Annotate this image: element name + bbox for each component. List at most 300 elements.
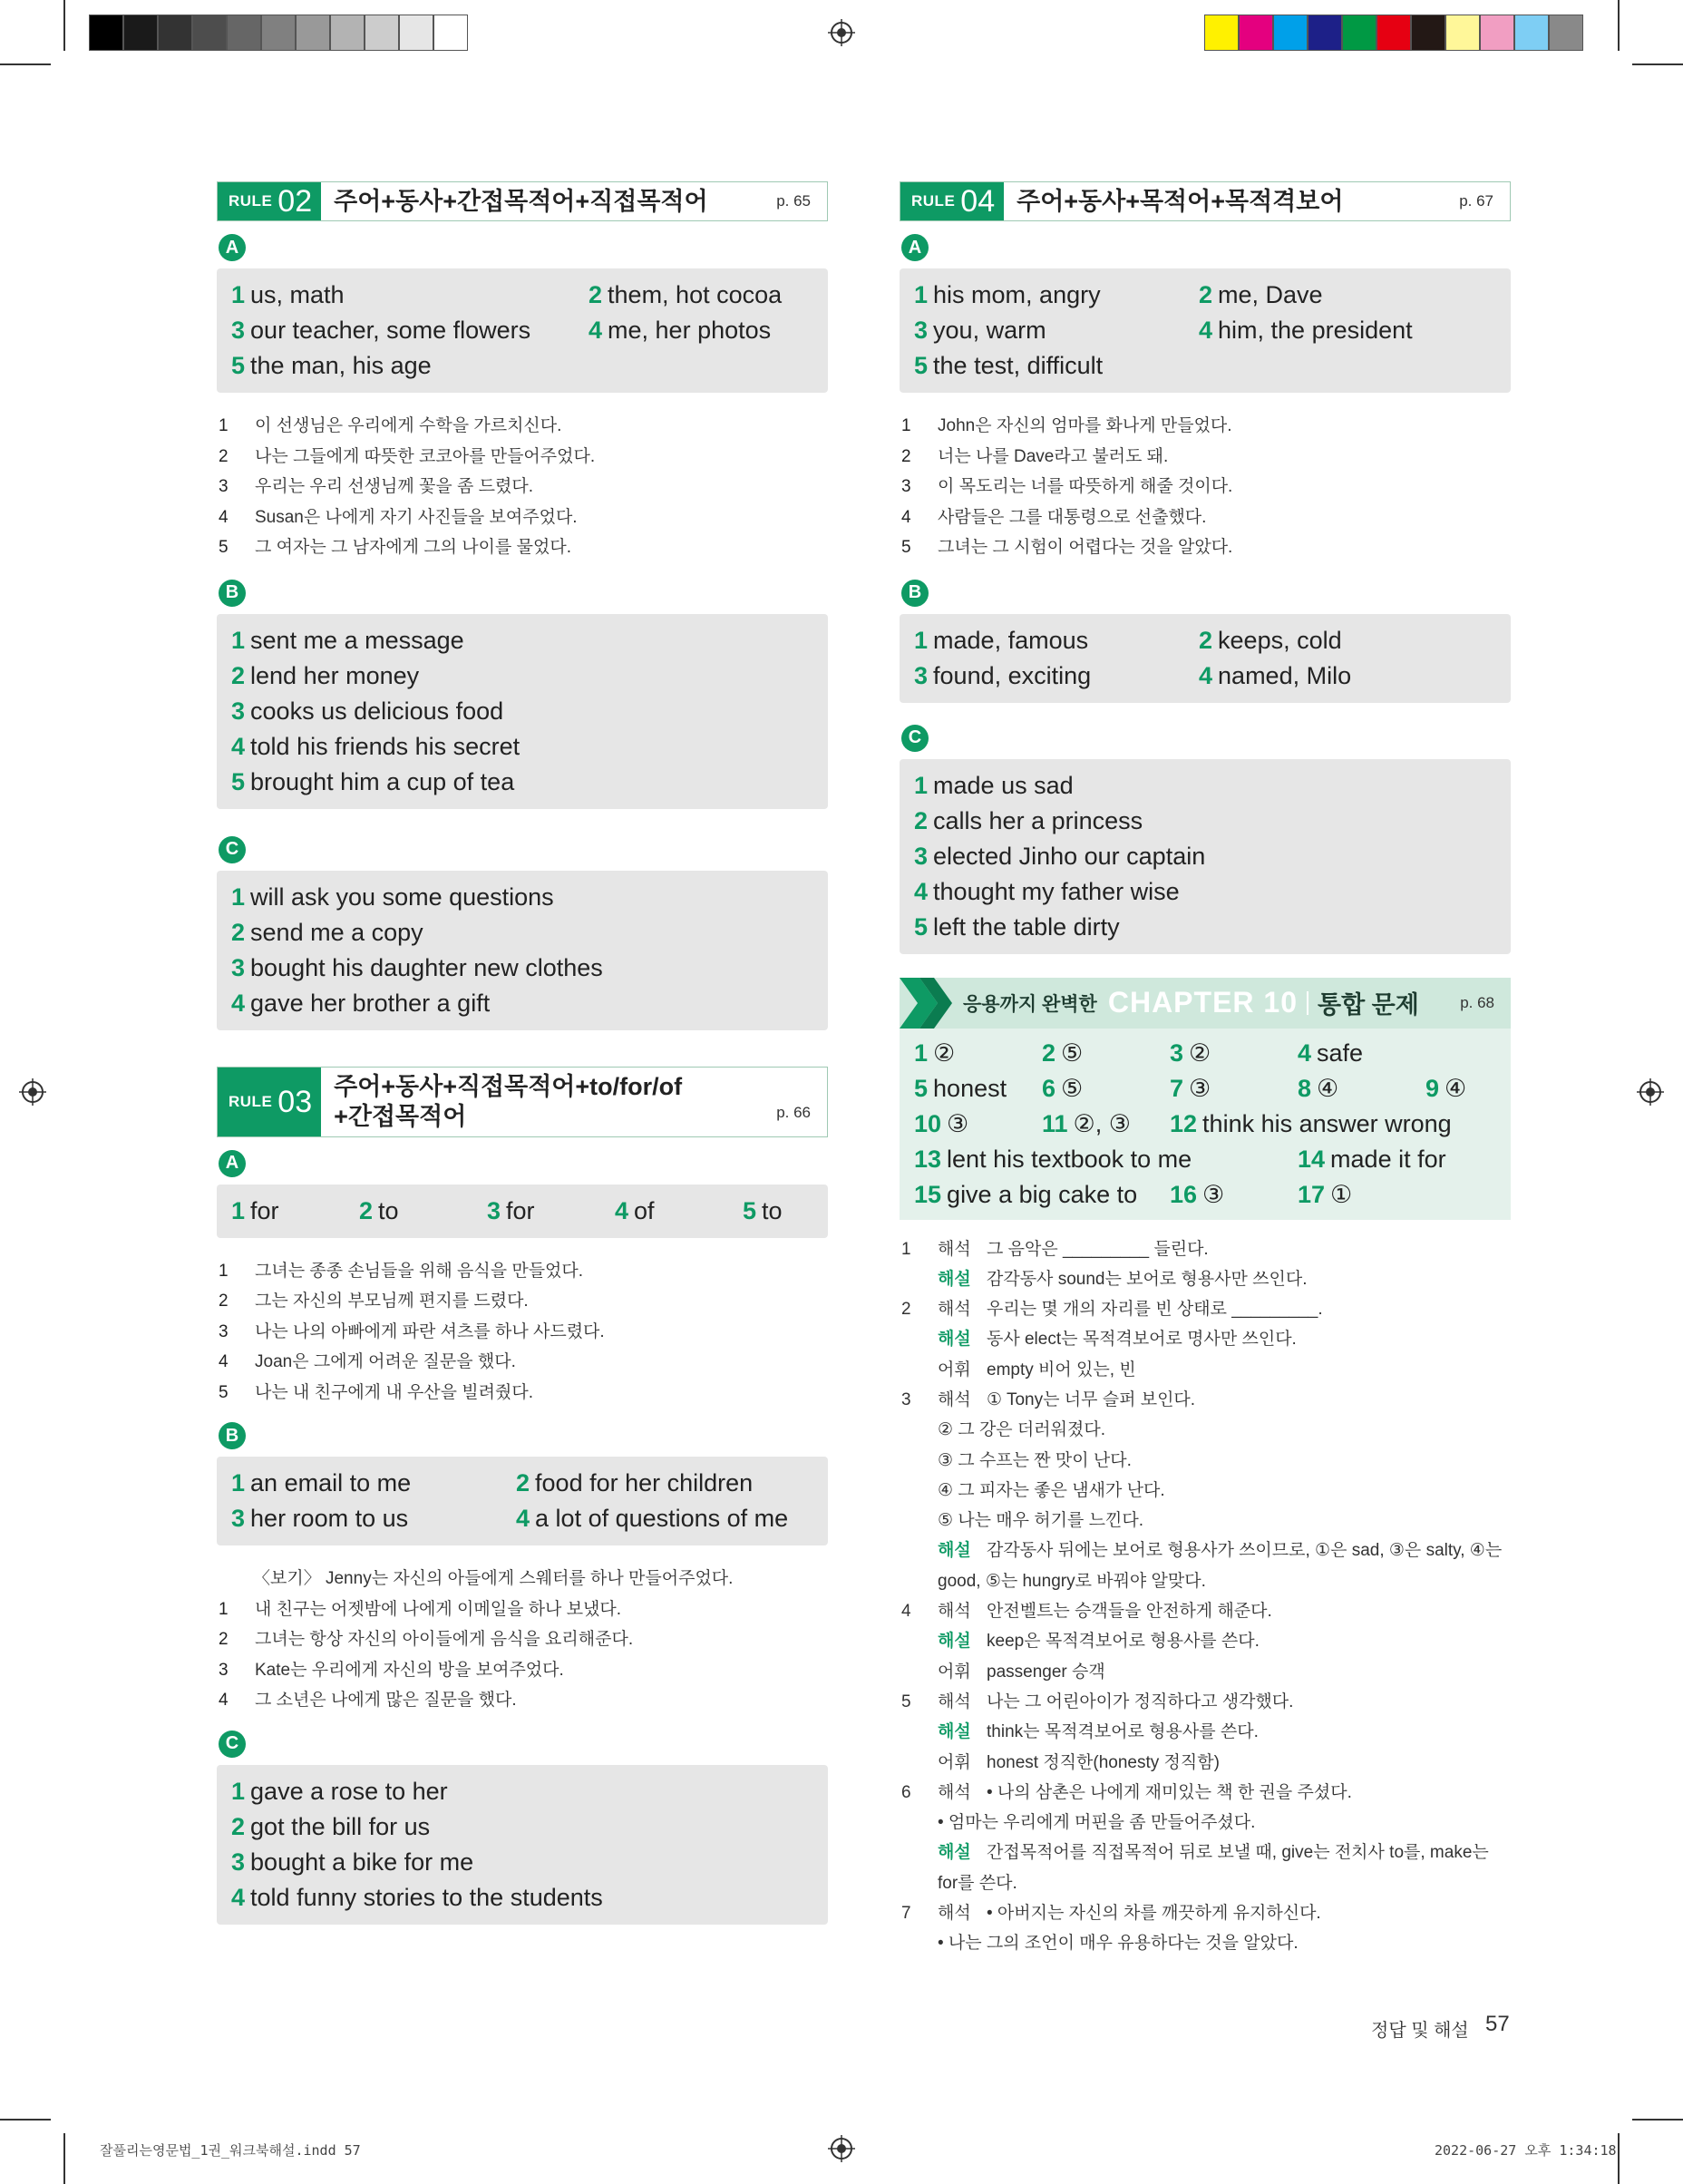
registration-mark-icon (828, 2135, 855, 2162)
answer-item (914, 1142, 1298, 1177)
answer-text: ⑤ (1061, 1074, 1084, 1102)
answer-item (914, 874, 1511, 910)
answer-item (1199, 313, 1413, 348)
rule-02-c-answers (217, 871, 828, 1030)
chapter-banner (900, 978, 1511, 1029)
rule-03-c-answers (217, 1765, 828, 1925)
answer-item (914, 768, 1511, 804)
answer-text: to (378, 1196, 399, 1224)
answer-text: ② (933, 1038, 956, 1067)
answer-item (1170, 1107, 1452, 1142)
translation-line (217, 1286, 828, 1317)
answer-number: 5 (914, 912, 929, 941)
explanation-line (900, 1476, 1511, 1506)
answer-text: will ask you some questions (250, 882, 554, 911)
answer-number: 11 (1042, 1109, 1068, 1137)
explanation-line (900, 1536, 1511, 1565)
explanation-line (900, 1657, 1511, 1687)
answer-number: 2 (1199, 626, 1213, 654)
translation-number: 5 (219, 538, 229, 557)
rule-word: RULE (911, 192, 956, 210)
explanation-number (900, 1506, 938, 1536)
answer-text: send me a copy (250, 918, 423, 946)
explanation-label: 해설 (938, 1632, 971, 1652)
rule-04-header (900, 181, 1511, 221)
answer-item (231, 986, 828, 1021)
color-swatch (1239, 15, 1273, 51)
answer-item (1425, 1071, 1466, 1107)
color-swatch (123, 15, 158, 51)
answer-text: cooks us delicious food (250, 697, 504, 725)
explanation-line (900, 1234, 1511, 1264)
explanation-number (900, 1536, 938, 1565)
explanation-number: 3 (901, 1389, 911, 1409)
rule-02-a-translations (217, 411, 828, 563)
answer-text: an email to me (250, 1469, 412, 1497)
explanation-line (900, 1748, 1511, 1778)
color-swatch (227, 15, 261, 51)
rule-02-a-answers (217, 268, 828, 393)
explanation-line (900, 1324, 1511, 1354)
registration-mark-icon (19, 1078, 46, 1106)
answer-item (231, 278, 589, 313)
answer-text: you, warm (933, 317, 1046, 344)
answer-number: 3 (231, 1505, 246, 1532)
answer-item (1042, 1036, 1170, 1071)
translation-text: 우리는 우리 선생님께 꽃을 좀 드렸다. (255, 477, 533, 496)
explanation-text: passenger 승객 (987, 1662, 1105, 1682)
answer-item (914, 348, 1103, 384)
explanation-line (900, 1385, 1511, 1415)
answer-number: 2 (359, 1196, 374, 1224)
chapter-page-ref: p. 68 (1460, 993, 1494, 1011)
translation-number: 1 (901, 416, 911, 435)
rule-02-header (217, 181, 828, 221)
color-swatch (433, 15, 468, 51)
answer-item (1170, 1071, 1298, 1107)
chapter-explanations (900, 1234, 1511, 1959)
answer-item (1170, 1177, 1298, 1213)
answer-number: 1 (914, 771, 929, 799)
explanation-text: ② 그 강은 더러워졌다. (938, 1420, 1105, 1440)
explanation-line (900, 1898, 1511, 1928)
translation-text: 내 친구는 어젯밤에 나에게 이메일을 하나 보냈다. (255, 1599, 622, 1619)
footer-label: 정답 및 해설 (1371, 2021, 1469, 2041)
explanation-number (900, 1476, 938, 1506)
translation-number: 3 (219, 1660, 229, 1680)
section-b-badge: B (219, 1422, 246, 1449)
answer-text: the test, difficult (933, 352, 1104, 379)
explanation-number (900, 1748, 938, 1778)
rule-tag (218, 1068, 321, 1136)
explanation-label: 해석 (938, 1904, 971, 1924)
translation-line (217, 411, 828, 442)
crop-mark (0, 2119, 51, 2121)
answer-number: 15 (914, 1180, 942, 1208)
explanation-label: 해석 (938, 1602, 971, 1622)
section-b-badge: B (901, 580, 929, 607)
answer-number: 1 (231, 1196, 246, 1224)
answer-number: 1 (914, 1038, 929, 1067)
answer-text: her room to us (250, 1505, 409, 1532)
rule-02-b-answers (217, 614, 828, 809)
section-b-badge: B (219, 580, 246, 607)
explanation-number: 4 (901, 1602, 911, 1622)
explanation-number: 2 (901, 1300, 911, 1320)
explanation-number (900, 1928, 938, 1958)
explanation-number (900, 1868, 938, 1898)
answer-number: 1 (231, 281, 246, 308)
answer-text: his mom, angry (933, 281, 1101, 308)
rule-page-ref: p. 65 (776, 192, 811, 210)
answer-text: ② (1189, 1038, 1211, 1067)
answer-number: 14 (1298, 1145, 1326, 1173)
translation-number: 3 (219, 477, 229, 496)
translation-text: 이 목도리는 너를 따뜻하게 해줄 것이다. (938, 477, 1233, 496)
answer-text: for (250, 1196, 279, 1224)
answer-text: made, famous (933, 626, 1089, 654)
answer-number: 1 (231, 882, 246, 911)
rule-title: 주어+동사+간접목적어+직접목적어 (334, 187, 708, 215)
answer-number: 4 (231, 732, 246, 760)
rule-04-a-translations (900, 411, 1511, 563)
answer-text: think his answer wrong (1202, 1109, 1452, 1137)
translation-line (900, 442, 1511, 473)
answer-item (231, 1194, 359, 1229)
explanation-number (900, 1446, 938, 1476)
answer-text: us, math (250, 281, 345, 308)
answer-number: 5 (914, 352, 929, 379)
answer-item (914, 1107, 1042, 1142)
answer-text: for (506, 1196, 535, 1224)
answer-text: sent me a message (250, 626, 464, 654)
explanation-line (900, 1626, 1511, 1656)
answer-text: bought a bike for me (250, 1848, 474, 1876)
explanation-text: ③ 그 수프는 짠 맛이 난다. (938, 1450, 1132, 1470)
answer-number: 4 (1298, 1038, 1312, 1067)
color-swatch (89, 15, 123, 51)
chapter-prefix: 응용까지 완벽한 (963, 993, 1097, 1015)
explanation-label: 해석 (938, 1300, 971, 1320)
registration-mark-icon (1637, 1078, 1664, 1106)
answer-number: 4 (231, 1883, 246, 1911)
answer-item (231, 694, 828, 729)
answer-item (914, 623, 1199, 658)
answer-text: keeps, cold (1218, 626, 1342, 654)
answer-text: honest (933, 1074, 1007, 1102)
crop-mark (63, 2133, 65, 2184)
answer-item (589, 313, 771, 348)
answer-item (359, 1194, 487, 1229)
slug-file-info: 잘풀리는영문법_1권_워크북해설.indd 57 (100, 2142, 361, 2159)
explanation-line (900, 1868, 1511, 1898)
rule-title: 주어+동사+목적어+목적격보어 (1017, 187, 1344, 215)
explanation-label: 해설 (938, 1722, 971, 1742)
explanation-text: ⑤ 나는 매우 허기를 느낀다. (938, 1511, 1143, 1531)
answer-number: 4 (589, 317, 603, 344)
section-c-badge: C (901, 725, 929, 752)
answer-number: 10 (914, 1109, 942, 1137)
rule-tag (900, 182, 1004, 220)
color-swatch (1342, 15, 1377, 51)
explanation-text: • 엄마는 우리에게 머핀을 좀 만들어주셨다. (938, 1813, 1256, 1833)
explanation-label: 어휘 (938, 1662, 971, 1682)
explanation-text: 동사 elect는 목적격보어로 명사만 쓰인다. (987, 1330, 1297, 1350)
color-swatch (1480, 15, 1514, 51)
chapter-answers (900, 1029, 1511, 1220)
answer-item (914, 910, 1511, 945)
explanation-line (900, 1596, 1511, 1626)
rule-03-a-answers (217, 1185, 828, 1238)
grayscale-color-bar (89, 15, 468, 51)
answer-number: 4 (1199, 661, 1213, 689)
explanation-label: 해설 (938, 1541, 971, 1561)
answer-item (1298, 1142, 1446, 1177)
answer-text: them, hot cocoa (608, 281, 783, 308)
translation-text: 사람들은 그를 대통령으로 선출했다. (938, 507, 1207, 527)
translation-line (217, 1685, 828, 1716)
translation-line (900, 411, 1511, 442)
explanation-text: • 나의 삼촌은 나에게 재미있는 책 한 권을 주셨다. (987, 1782, 1352, 1802)
answer-text: told his friends his secret (250, 732, 520, 760)
answer-number: 13 (914, 1145, 942, 1173)
chapter-divider (1307, 991, 1308, 1015)
translation-number: 4 (219, 507, 229, 527)
answer-text: a lot of questions of me (535, 1505, 789, 1532)
answer-item (914, 839, 1511, 874)
answer-text: lend her money (250, 661, 420, 689)
explanation-line (900, 1687, 1511, 1717)
translation-line (217, 1655, 828, 1686)
answer-number: 4 (1199, 317, 1213, 344)
answer-number: 17 (1298, 1180, 1326, 1208)
explanation-line (900, 1808, 1511, 1838)
color-swatch (192, 15, 227, 51)
answer-number: 3 (231, 1848, 246, 1876)
answer-text: safe (1317, 1038, 1364, 1067)
explanation-text: good, ⑤는 hungry로 바꿔야 알맞다. (938, 1571, 1206, 1591)
answer-item (1042, 1071, 1170, 1107)
answer-text: thought my father wise (933, 877, 1180, 905)
translation-text: 나는 내 친구에게 내 우산을 빌려줬다. (255, 1382, 533, 1402)
answer-number: 4 (231, 989, 246, 1017)
section-c-badge: C (219, 836, 246, 863)
answer-number: 5 (231, 767, 246, 795)
answer-number: 2 (231, 918, 246, 946)
explanation-text: • 아버지는 자신의 차를 깨끗하게 유지하신다. (987, 1904, 1321, 1924)
answer-number: 2 (231, 661, 246, 689)
answer-item (516, 1466, 753, 1501)
rule-number: 04 (960, 184, 996, 219)
answer-text: ④ (1317, 1074, 1339, 1102)
explanation-label: 해석 (938, 1782, 971, 1802)
explanation-number: 1 (901, 1239, 911, 1259)
explanation-number: 5 (901, 1692, 911, 1711)
explanation-number: 6 (901, 1782, 911, 1802)
answer-text: named, Milo (1218, 661, 1352, 689)
crop-mark (1618, 2133, 1620, 2184)
translation-text: Susan은 나에게 자기 사진들을 보여주었다. (255, 507, 578, 527)
right-column (900, 181, 1511, 1959)
answer-text: ④ (1445, 1074, 1467, 1102)
explanation-text: 감각동사 뒤에는 보어로 형용사가 쓰이므로, ①은 sad, ③은 salty, ④는 (987, 1541, 1503, 1561)
explanation-number (900, 1264, 938, 1294)
explanation-text: 간접목적어를 직접목적어 뒤로 보낼 때, give는 전치사 to를, make는 (987, 1843, 1489, 1863)
translation-line (217, 502, 828, 533)
explanation-text: think는 목적격보어로 형용사를 쓴다. (987, 1722, 1259, 1742)
answer-number: 7 (1170, 1074, 1184, 1102)
slug-datetime: 2022-06-27 오후 1:34:18 (1435, 2142, 1617, 2159)
answer-text: the man, his age (250, 352, 432, 379)
answer-item (231, 1466, 516, 1501)
answer-text: elected Jinho our captain (933, 842, 1206, 870)
answer-item (1298, 1177, 1352, 1213)
answer-number: 9 (1425, 1074, 1440, 1102)
translation-number: 2 (901, 446, 911, 466)
answer-item (231, 1501, 516, 1536)
answer-item (1199, 278, 1323, 313)
answer-number: 2 (231, 1812, 246, 1840)
process-color-bar (1204, 15, 1583, 51)
rule-04-a-answers (900, 268, 1511, 393)
answer-text: ③ (1202, 1180, 1225, 1208)
answer-item (231, 951, 828, 986)
explanation-number (900, 1717, 938, 1747)
explanation-line (900, 1355, 1511, 1385)
translation-line (217, 532, 828, 563)
explanation-number (900, 1355, 938, 1385)
translation-text: 그 소년은 나에게 많은 질문을 했다. (255, 1691, 517, 1710)
answer-item (589, 278, 782, 313)
answer-text: him, the president (1218, 317, 1413, 344)
translation-number: 3 (901, 477, 911, 496)
answer-item (1199, 658, 1351, 694)
explanation-text: • 나는 그의 조언이 매우 유용하다는 것을 알았다. (938, 1934, 1299, 1954)
answer-number: 2 (914, 806, 929, 834)
answer-number: 2 (1042, 1038, 1056, 1067)
explanation-line (900, 1506, 1511, 1536)
answer-text: brought him a cup of tea (250, 767, 515, 795)
answer-item (615, 1194, 743, 1229)
translation-text: 그녀는 항상 자신의 아이들에게 음식을 요리해준다. (255, 1630, 634, 1649)
answer-item (231, 313, 589, 348)
rule-page-ref: p. 66 (776, 1103, 811, 1121)
explanation-text: honest 정직한(honesty 정직함) (987, 1752, 1220, 1772)
section-a-badge: A (901, 234, 929, 261)
answer-item (516, 1501, 788, 1536)
answer-item (1298, 1036, 1363, 1071)
rule-03-header (217, 1067, 828, 1137)
explanation-label: 해설 (938, 1330, 971, 1350)
answer-number: 8 (1298, 1074, 1312, 1102)
explanation-line (900, 1446, 1511, 1476)
explanation-number (900, 1657, 938, 1687)
answer-number: 2 (516, 1469, 530, 1497)
answer-item (231, 658, 828, 694)
translation-number: 3 (219, 1321, 229, 1341)
answer-item (231, 880, 828, 915)
explanation-label: 해설 (938, 1269, 971, 1289)
answer-item (914, 1177, 1170, 1213)
answer-number: 3 (914, 661, 929, 689)
answer-item (231, 765, 828, 800)
answer-number: 1 (231, 1777, 246, 1805)
translation-text: 그녀는 종종 손님들을 위해 음식을 만들었다. (255, 1261, 584, 1281)
answer-text: made it for (1330, 1145, 1446, 1173)
answer-text: to (762, 1196, 783, 1224)
answer-number: 2 (589, 281, 603, 308)
section-c-badge: C (219, 1731, 246, 1758)
color-swatch (365, 15, 399, 51)
answer-number: 5 (743, 1196, 757, 1224)
color-swatch (1514, 15, 1549, 51)
rule-03-b-answers (217, 1457, 828, 1545)
rule-number: 03 (277, 1084, 313, 1119)
answer-number: 3 (231, 317, 246, 344)
explanation-label: 어휘 (938, 1752, 971, 1772)
color-swatch (399, 15, 433, 51)
section-a-badge: A (219, 1150, 246, 1177)
color-swatch (1308, 15, 1342, 51)
answer-text: ③ (947, 1109, 969, 1137)
answer-text: ① (1330, 1180, 1353, 1208)
rule-title (334, 1072, 776, 1131)
translation-number: 5 (219, 1382, 229, 1402)
answer-item (231, 623, 828, 658)
answer-item (914, 658, 1199, 694)
rule-word: RULE (229, 192, 273, 210)
crop-mark (63, 0, 65, 51)
chevron-right-icon (900, 978, 954, 1029)
answer-item (231, 1809, 828, 1845)
answer-number: 5 (231, 352, 246, 379)
answer-number: 3 (1170, 1038, 1184, 1067)
translation-text: Kate는 우리에게 자신의 방을 보여주었다. (255, 1660, 564, 1680)
answer-item (914, 804, 1511, 839)
answer-text: me, her photos (608, 317, 772, 344)
answer-number: 4 (516, 1505, 530, 1532)
color-swatch (1549, 15, 1583, 51)
translation-number: 2 (219, 446, 229, 466)
explanation-number (900, 1566, 938, 1596)
answer-item (914, 278, 1199, 313)
answer-number: 4 (615, 1196, 629, 1224)
answer-number: 12 (1170, 1109, 1198, 1137)
answer-text: lent his textbook to me (947, 1145, 1192, 1173)
answer-item (914, 313, 1199, 348)
rule-word: RULE (229, 1092, 273, 1110)
explanation-text: 감각동사 sound는 보어로 형용사만 쓰인다. (987, 1269, 1308, 1289)
explanation-number: 7 (901, 1904, 911, 1924)
rule-tag (218, 182, 321, 220)
answer-number: 1 (231, 626, 246, 654)
rule-page-ref: p. 67 (1459, 192, 1493, 210)
explanation-label: 해설 (938, 1843, 971, 1863)
color-swatch (1411, 15, 1445, 51)
explanation-label: 해석 (938, 1692, 971, 1711)
translation-text: 그 여자는 그 남자에게 그의 나이를 물었다. (255, 538, 571, 557)
translation-number: 5 (901, 538, 911, 557)
answer-text: calls her a princess (933, 806, 1143, 834)
translation-line (217, 1347, 828, 1378)
explanation-text: ④ 그 피자는 좋은 냄새가 난다. (938, 1480, 1165, 1500)
answer-text: give a big cake to (947, 1180, 1138, 1208)
answer-text: me, Dave (1218, 281, 1323, 308)
rule-04-b-answers (900, 614, 1511, 703)
answer-number: 3 (231, 953, 246, 981)
translation-line (900, 532, 1511, 563)
chapter-subtitle: 통합 문제 (1318, 991, 1419, 1019)
